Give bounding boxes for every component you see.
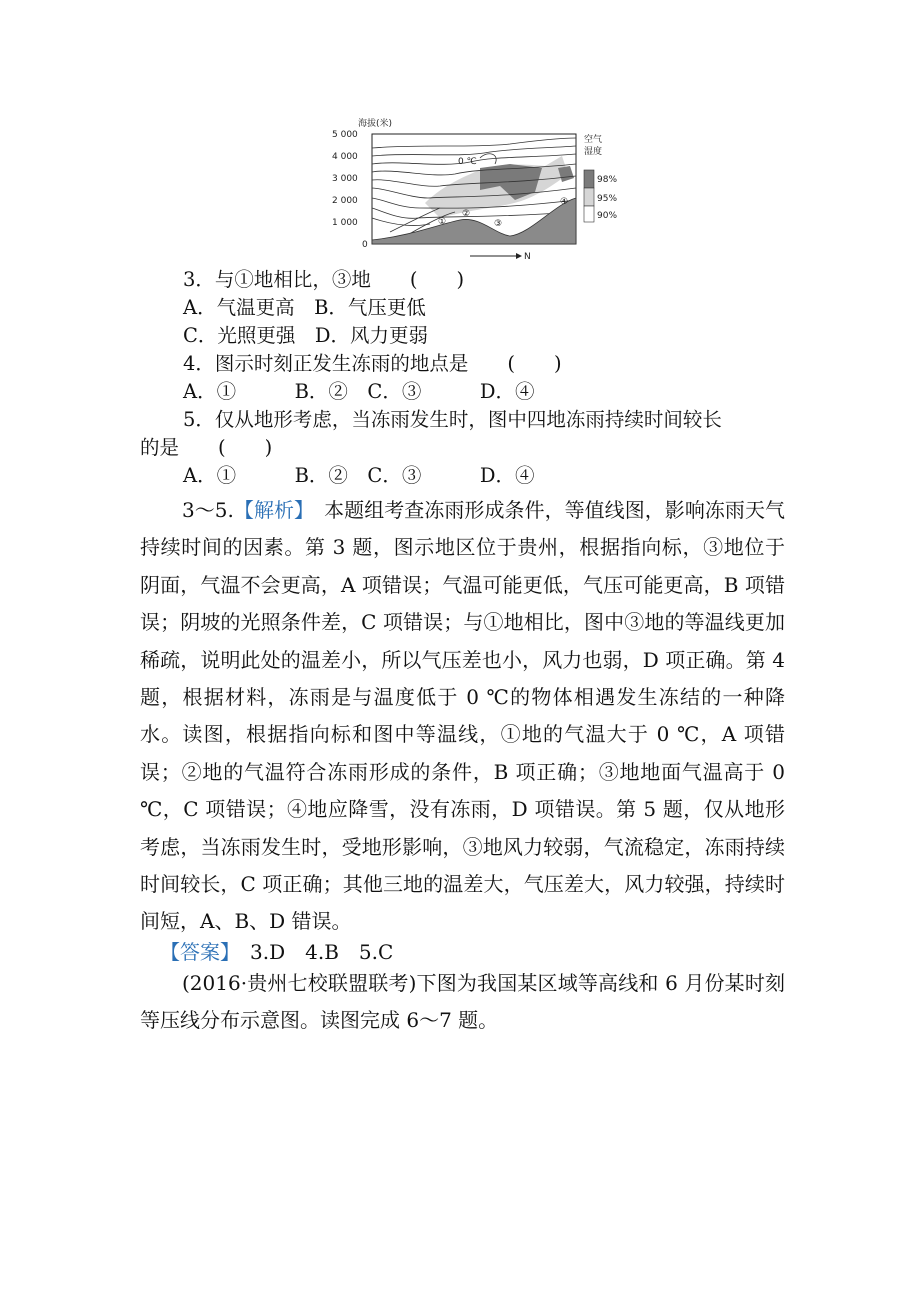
answer-text: 3.D 4.B 5.C	[230, 940, 394, 964]
north-arrow-icon	[516, 253, 522, 259]
legend-label-90: 90%	[597, 211, 618, 221]
point-4-label: ④	[560, 197, 569, 207]
legend-swatch-95	[584, 188, 594, 206]
legend-title-1: 空气	[584, 135, 603, 145]
point-3-label: ③	[494, 219, 503, 229]
question-3-options-ab: A．气温更高 B．气压更低	[183, 296, 426, 319]
question-3-options-cd: C．光照更强 D．风力更弱	[183, 324, 429, 347]
y-tick-0: 0	[362, 240, 368, 250]
question-5-stem: 5．仅从地形考虑，当冻雨发生时，图中四地冻雨持续时间较长	[183, 408, 722, 431]
question-4-stem: 4．图示时刻正发生冻雨的地点是 ( )	[183, 352, 562, 375]
y-tick-3000: 3 000	[332, 174, 358, 184]
question-5-options: A．① B．② C．③ D．④	[183, 464, 535, 487]
north-label: N	[524, 252, 531, 262]
y-tick-1000: 1 000	[332, 218, 358, 228]
next-intro-text: (2016·贵州七校联盟联考)下图为我国某区域等高线和 6 月份某时刻等压线分布示意图。读图完成 6～7 题。	[140, 971, 785, 1033]
cross-section-figure	[330, 108, 630, 268]
next-question-intro	[140, 965, 785, 1040]
question-3-stem: 3．与①地相比，③地 ( )	[183, 268, 465, 291]
point-1-label: ①	[438, 217, 447, 227]
legend-label-98: 98%	[597, 175, 618, 185]
y-tick-5000: 5 000	[332, 130, 358, 140]
analysis-text: 本题组考查冻雨形成条件，等值线图，影响冻雨天气持续时间的因素。第 3 题，图示地区位于贵州，根据指向标，③地位于阴面，气温不会更高，A 项错误；气温可能更低，气压可能更高，B 项错误；阴坡的光照条件差，C 项错误；与①地相比，图中③地的等温线更加稀疏，说明此处的温差小，所以气压差也小，风力也弱，D 项正确。第 4 题，根据材料，冻雨是与温度低于 0 ℃的物体相遇发生冻结的一种降水。读图，根据指向标和图中等温线，①地的气温大于 0 ℃，A 项错误；②地的气温符合冻雨形成的条件，B 项正确；③地地面气温高于 0 ℃，C 项错误；④地应降雪，没有冻雨，D 项错误。第 5 题，仅从地形考虑，当冻雨发生时，受地形影响，③地风力较弱，气流稳定，冻雨持续时间较长，C 项正确；其他三地的温差大，气压差大，风力较强，持续时间短，A、B、D 错误。	[140, 498, 786, 934]
y-tick-2000: 2 000	[332, 196, 358, 206]
legend-swatch-98	[584, 170, 594, 188]
question-5-stem-continued: 的是 ( )	[140, 436, 273, 459]
analysis-tag: 【解析】	[233, 498, 305, 522]
isotherm-zero-label: 0 ℃	[458, 157, 477, 167]
answer-tag: 【答案】	[160, 940, 230, 964]
question-4-options: A．① B．② C．③ D．④	[183, 380, 535, 403]
legend-label-95: 95%	[597, 194, 618, 204]
legend-title-2: 湿度	[584, 147, 603, 157]
answer-line	[160, 937, 810, 967]
analysis-paragraph	[140, 492, 785, 941]
y-axis-title: 海拔(米)	[358, 119, 393, 129]
point-2-label: ②	[462, 209, 471, 219]
y-tick-4000: 4 000	[332, 152, 358, 162]
legend-swatch-90	[584, 206, 594, 222]
analysis-prefix: 3～5.	[182, 498, 234, 522]
